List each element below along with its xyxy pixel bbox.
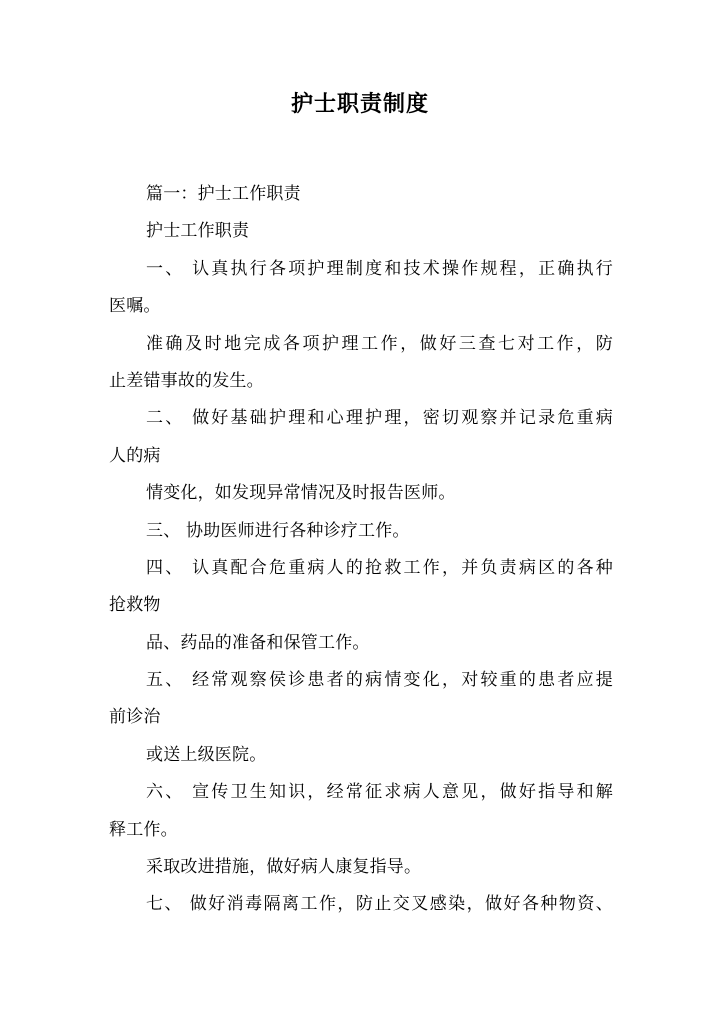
document-title: 护士职责制度: [290, 92, 429, 117]
paragraph-line: 释工作。: [109, 819, 178, 840]
paragraph-line: 三、 协助医师进行各种诊疗工作。: [146, 520, 410, 541]
paragraph-line: 品、药品的准备和保管工作。: [146, 632, 370, 653]
paragraph-line: 采取改进措施，做好病人康复指导。: [146, 857, 422, 878]
paragraph-line: 医嘱。: [109, 296, 161, 317]
document-body: [109, 176, 613, 924]
paragraph-line: 抢救物: [109, 595, 161, 616]
paragraph-line: 七、 做好消毒隔离工作，防止交叉感染，做好各种物资、: [146, 894, 613, 915]
paragraph-line: 二、 做好基础护理和心理护理，密切观察并记录危重病: [146, 408, 613, 429]
paragraph-line: 四、 认真配合危重病人的抢救工作，并负责病区的各种: [146, 557, 613, 578]
paragraph-line: 止差错事故的发生。: [109, 370, 264, 391]
paragraph-line: 或送上级医院。: [146, 744, 267, 765]
paragraph-line: 一、 认真执行各项护理制度和技术操作规程，正确执行: [146, 258, 613, 279]
paragraph-line: 篇一：护士工作职责: [146, 184, 301, 204]
paragraph-line: 情变化，如发现异常情况及时报告医师。: [146, 483, 456, 504]
paragraph-line: 前诊治: [109, 707, 161, 728]
paragraph-line: 五、 经常观察侯诊患者的病情变化，对较重的患者应提: [146, 670, 613, 691]
paragraph-line: 护士工作职责: [146, 221, 250, 242]
paragraph-line: 准确及时地完成各项护理工作，做好三查七对工作，防: [146, 333, 613, 354]
paragraph-line: 六、 宣传卫生知识，经常征求病人意见，做好指导和解: [146, 782, 613, 803]
paragraph-line: 人的病: [109, 445, 161, 466]
